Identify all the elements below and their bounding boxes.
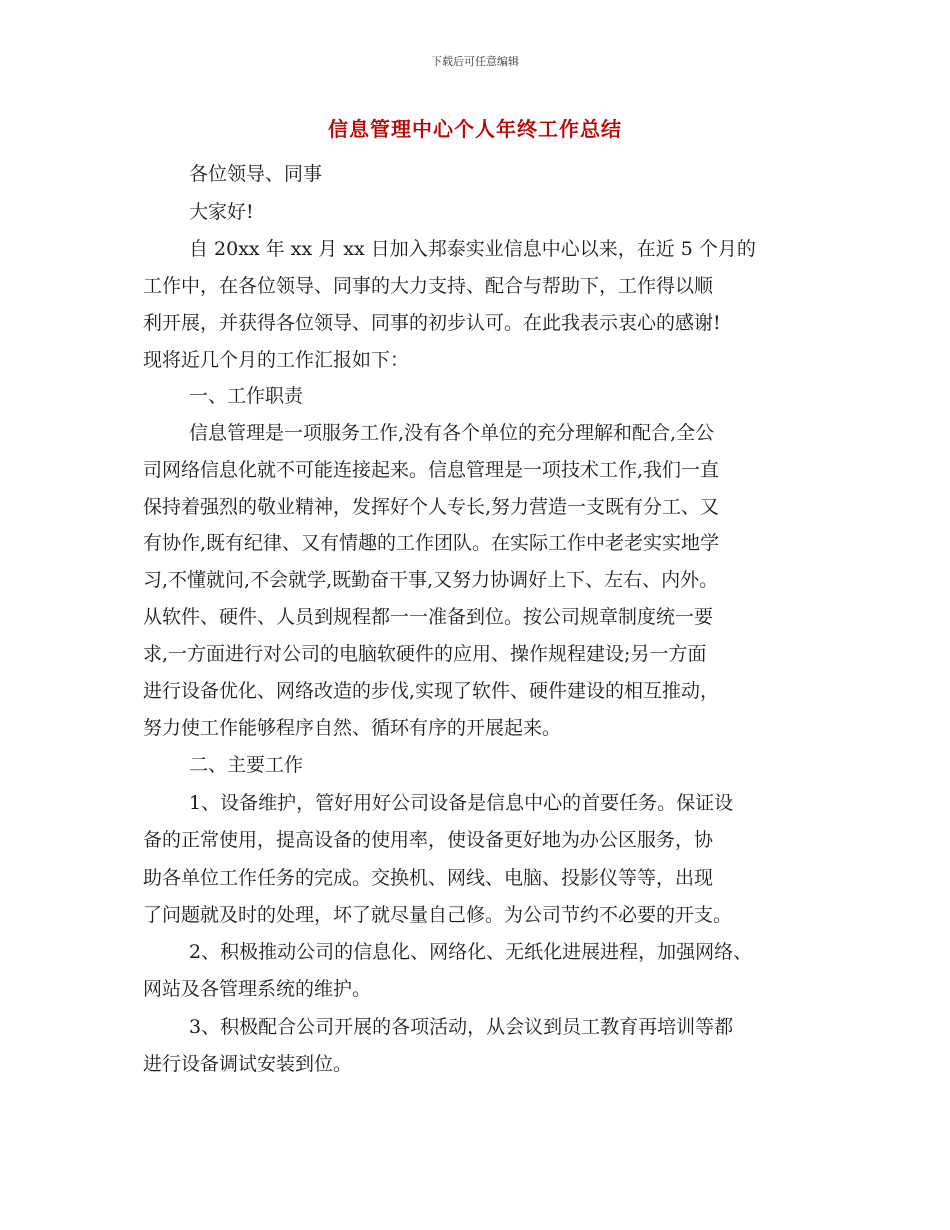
text-line: 工作中，在各位领导、同事的大力支持、配合与帮助下，工作得以顺 <box>143 275 714 297</box>
text-line: 保持着强烈的敬业精神，发挥好个人专长,努力营造一支既有分工、又 <box>143 496 720 518</box>
text-line: 有协作,既有纪律、又有情趣的工作团队。在实际工作中老老实实地学 <box>143 532 720 554</box>
text-line: 司网络信息化就不可能连接起来。信息管理是一项技术工作,我们一直 <box>143 459 720 481</box>
header-note: 下载后可任意编辑 <box>431 55 519 68</box>
text-line: 习,不懂就问,不会就学,既勤奋干事,又努力协调好上下、左右、内外。 <box>143 569 719 591</box>
text-line: 利开展，并获得各位领导、同事的初步认可。在此我表示衷心的感谢! <box>143 312 721 334</box>
text-line: 2、积极推动公司的信息化、网络化、无纸化进展进程，加强网络、 <box>189 941 753 963</box>
text-line: 各位领导、同事 <box>189 163 323 185</box>
text-line: 3、积极配合公司开展的各项活动，从会议到员工教育再培训等都 <box>189 1016 734 1038</box>
text-line: 备的正常使用，提高设备的使用率，使设备更好地为办公区服务，协 <box>143 829 714 851</box>
text-line: 助各单位工作任务的完成。交换机、网线、电脑、投影仪等等，出现 <box>143 867 714 889</box>
text-line: 从软件、硬件、人员到规程都一一准备到位。按公司规章制度统一要 <box>143 606 714 628</box>
text-line: 二、主要工作 <box>189 754 304 776</box>
text-line: 进行设备调试安装到位。 <box>143 1053 353 1075</box>
text-line: 一、工作职责 <box>189 385 304 407</box>
text-line: 信息管理是一项服务工作,没有各个单位的充分理解和配合,全公 <box>189 422 715 444</box>
text-line: 努力使工作能够程序自然、循环有序的开展起来。 <box>143 717 562 739</box>
text-line: 现将近几个月的工作汇报如下： <box>143 349 410 371</box>
text-line: 网站及各管理系统的维护。 <box>143 978 372 1000</box>
text-line: 自 20xx 年 xx 月 xx 日加入邦泰实业信息中心以来，在近 5 个月的 <box>189 238 756 260</box>
text-line: 大家好! <box>189 201 254 223</box>
document-title: 信息管理中心个人年终工作总结 <box>328 117 622 141</box>
text-line: 求,一方面进行对公司的电脑软硬件的应用、操作规程建设;另一方面 <box>143 643 707 665</box>
text-line: 1、设备维护，管好用好公司设备是信息中心的首要任务。保证设 <box>189 792 734 814</box>
text-line: 了问题就及时的处理，坏了就尽量自己修。为公司节约不必要的开支。 <box>143 904 733 926</box>
text-line: 进行设备优化、网络改造的步伐,实现了软件、硬件建设的相互推动， <box>143 680 720 702</box>
